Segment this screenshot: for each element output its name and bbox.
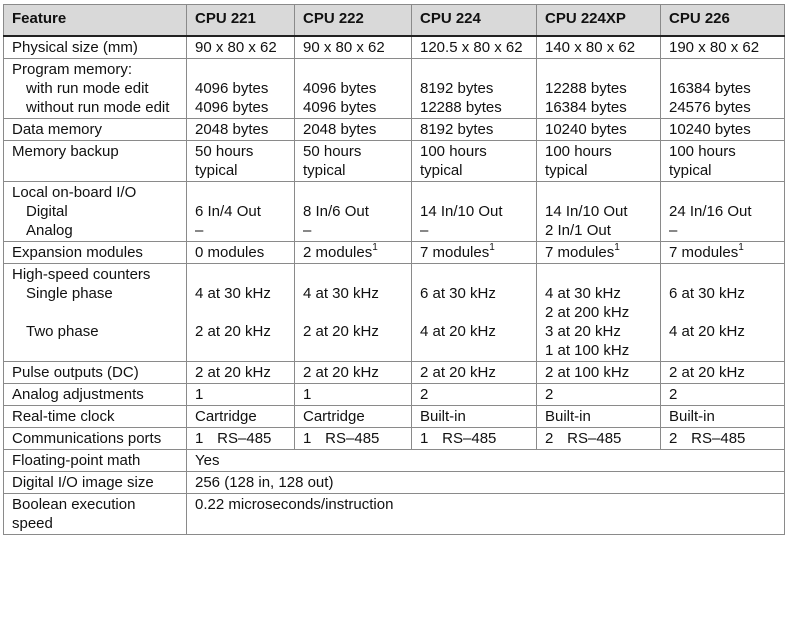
footnote-marker: 1 — [738, 242, 744, 253]
cell: 2 — [537, 384, 661, 406]
header-cpu-224: CPU 224 — [412, 5, 537, 37]
cell: 8 In/6 Out – — [295, 182, 412, 242]
footnote-marker: 1 — [489, 242, 495, 253]
cell: Built-in — [537, 406, 661, 428]
cell: 16384 bytes 24576 bytes — [661, 59, 785, 119]
cell: 190 x 80 x 62 — [661, 36, 785, 59]
label-digital-io-image: Digital I/O image size — [4, 472, 187, 494]
cell: 2 modules$^1$ — [295, 242, 412, 264]
cell: 10240 bytes — [537, 119, 661, 141]
cell: 4 at 30 kHz 2 at 20 kHz — [187, 264, 295, 362]
row-data-memory — [4, 119, 785, 141]
cell: 6 In/4 Out – — [187, 182, 295, 242]
header-feature: Feature — [4, 5, 187, 37]
label-program-memory: Program memory: with run mode edit without run mode edit — [4, 59, 187, 119]
cell: 6 at 30 kHz 4 at 20 kHz — [412, 264, 537, 362]
cell: Built-in — [412, 406, 537, 428]
cell: 1 RS–485 — [295, 428, 412, 450]
cell: 2 at 20 kHz — [295, 362, 412, 384]
cell: 14 In/10 Out 2 In/1 Out — [537, 182, 661, 242]
label-communications-ports: Communications ports — [4, 428, 187, 450]
footnote-marker: 1 — [372, 242, 378, 253]
cell: 10240 bytes — [661, 119, 785, 141]
cell: 50 hours typical — [187, 141, 295, 182]
cell: 100 hours typical — [537, 141, 661, 182]
cell: 2 at 20 kHz — [661, 362, 785, 384]
row-real-time-clock — [4, 406, 785, 428]
row-floating-point-math — [4, 450, 785, 472]
cell: 0 modules — [187, 242, 295, 264]
label-real-time-clock: Real-time clock — [4, 406, 187, 428]
row-physical-size — [4, 36, 785, 59]
cell: Cartridge — [295, 406, 412, 428]
label-boolean-execution: Boolean execution speed — [4, 494, 187, 535]
row-high-speed-counters — [4, 264, 785, 362]
cell: 1 RS–485 — [187, 428, 295, 450]
row-boolean-execution — [4, 494, 785, 535]
cell: 50 hours typical — [295, 141, 412, 182]
row-local-io — [4, 182, 785, 242]
label-expansion-modules: Expansion modules — [4, 242, 187, 264]
cell: 256 (128 in, 128 out) — [187, 472, 785, 494]
row-communications-ports — [4, 428, 785, 450]
row-memory-backup — [4, 141, 785, 182]
cell: 120.5 x 80 x 62 — [412, 36, 537, 59]
cell: Cartridge — [187, 406, 295, 428]
cell: 2 RS–485 — [661, 428, 785, 450]
cell: 2 — [412, 384, 537, 406]
cell: 2048 bytes — [295, 119, 412, 141]
header-row — [4, 5, 785, 37]
row-analog-adjustments — [4, 384, 785, 406]
cell: 7 modules$^1$ — [412, 242, 537, 264]
header-cpu-222: CPU 222 — [295, 5, 412, 37]
cell: 100 hours typical — [661, 141, 785, 182]
label-local-io: Local on-board I/O Digital Analog — [4, 182, 187, 242]
cell: 2 at 100 kHz — [537, 362, 661, 384]
cpu-comparison-table — [3, 4, 785, 535]
cell: 4096 bytes 4096 bytes — [295, 59, 412, 119]
header-cpu-224xp: CPU 224XP — [537, 5, 661, 37]
label-floating-point-math: Floating-point math — [4, 450, 187, 472]
cell: 8192 bytes 12288 bytes — [412, 59, 537, 119]
cell: 140 x 80 x 62 — [537, 36, 661, 59]
cell: 8192 bytes — [412, 119, 537, 141]
row-pulse-outputs — [4, 362, 785, 384]
cell: 14 In/10 Out – — [412, 182, 537, 242]
cell: 2 at 20 kHz — [412, 362, 537, 384]
cell: 2 — [661, 384, 785, 406]
cell: 7 modules$^1$ — [661, 242, 785, 264]
cell: 4 at 30 kHz 2 at 200 kHz 3 at 20 kHz 1 at 100 kHz — [537, 264, 661, 362]
header-cpu-221: CPU 221 — [187, 5, 295, 37]
cell: 4 at 30 kHz 2 at 20 kHz — [295, 264, 412, 362]
cell: 2 RS–485 — [537, 428, 661, 450]
cell: 90 x 80 x 62 — [187, 36, 295, 59]
label-memory-backup: Memory backup — [4, 141, 187, 182]
footnote-marker: 1 — [614, 242, 620, 253]
cell: 6 at 30 kHz 4 at 20 kHz — [661, 264, 785, 362]
cell: 1 — [295, 384, 412, 406]
cell: 2 at 20 kHz — [187, 362, 295, 384]
cell: Built-in — [661, 406, 785, 428]
label-pulse-outputs: Pulse outputs (DC) — [4, 362, 187, 384]
cell: 12288 bytes 16384 bytes — [537, 59, 661, 119]
row-digital-io-image — [4, 472, 785, 494]
cell: Yes — [187, 450, 785, 472]
label-high-speed-counters: High-speed counters Single phase Two phase — [4, 264, 187, 362]
cell: 1 — [187, 384, 295, 406]
cell: 100 hours typical — [412, 141, 537, 182]
header-cpu-226: CPU 226 — [661, 5, 785, 37]
cell: 2048 bytes — [187, 119, 295, 141]
row-program-memory — [4, 59, 785, 119]
label-physical-size: Physical size (mm) — [4, 36, 187, 59]
cell: 0.22 microseconds/instruction — [187, 494, 785, 535]
label-data-memory: Data memory — [4, 119, 187, 141]
cell: 7 modules$^1$ — [537, 242, 661, 264]
cell: 1 RS–485 — [412, 428, 537, 450]
cell: 90 x 80 x 62 — [295, 36, 412, 59]
cell: 24 In/16 Out – — [661, 182, 785, 242]
label-analog-adjustments: Analog adjustments — [4, 384, 187, 406]
row-expansion-modules — [4, 242, 785, 264]
cell: 4096 bytes 4096 bytes — [187, 59, 295, 119]
